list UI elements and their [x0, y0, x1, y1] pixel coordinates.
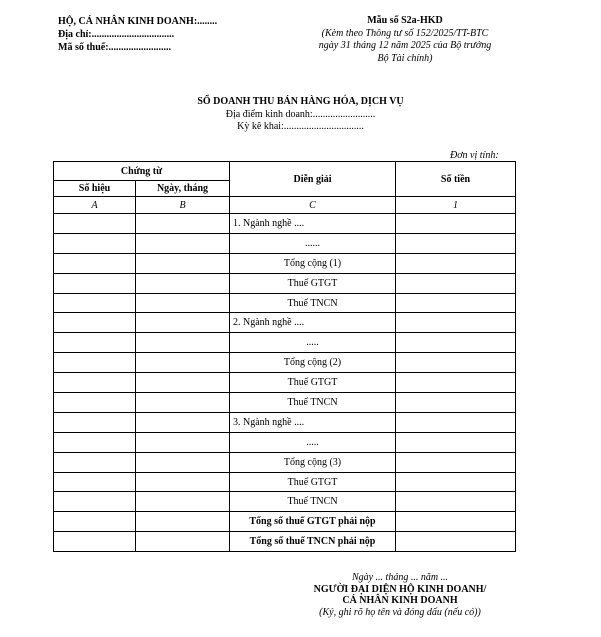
- table-row: [54, 214, 516, 234]
- voucher-date-cell: [136, 233, 230, 253]
- voucher-date-cell: [136, 492, 230, 512]
- voucher-number-cell: [54, 432, 136, 452]
- voucher-date-cell: [136, 432, 230, 452]
- voucher-date-cell: [136, 373, 230, 393]
- voucher-number-cell: [54, 512, 136, 532]
- voucher-date-cell: [136, 253, 230, 273]
- row-description: 2. Ngành nghề ....: [230, 313, 396, 333]
- row-description: .....: [230, 333, 396, 353]
- amount-header: Số tiền: [396, 162, 516, 197]
- table-row: [54, 412, 516, 432]
- column-code: C: [230, 197, 396, 214]
- voucher-date-cell: [136, 353, 230, 373]
- table-row: [54, 393, 516, 413]
- voucher-date-cell: [136, 273, 230, 293]
- signatory-role-line-1: NGƯỜI ĐẠI DIỆN HỘ KINH DOANH/: [313, 583, 487, 595]
- amount-cell: [396, 472, 516, 492]
- table-row: [54, 273, 516, 293]
- voucher-number-cell: [54, 532, 136, 552]
- signature-block: [300, 572, 500, 618]
- amount-cell: [396, 373, 516, 393]
- table-row: [54, 313, 516, 333]
- ledger-body: [54, 214, 516, 552]
- row-description: Thuế GTGT: [230, 373, 396, 393]
- tax-code-line: Mã số thuế:.........................: [58, 42, 172, 53]
- amount-cell: [396, 293, 516, 313]
- table-row: [54, 472, 516, 492]
- voucher-number-cell: [54, 313, 136, 333]
- table-row: [54, 432, 516, 452]
- amount-cell: [396, 393, 516, 413]
- amount-cell: [396, 253, 516, 273]
- amount-cell: [396, 333, 516, 353]
- column-code: B: [136, 197, 230, 214]
- signature-instruction: (Ký, ghi rõ họ tên và đóng dấu (nếu có)): [319, 606, 481, 618]
- voucher-number-cell: [54, 353, 136, 373]
- table-row: [54, 253, 516, 273]
- amount-cell: [396, 233, 516, 253]
- voucher-date-cell: [136, 412, 230, 432]
- voucher-number-cell: [54, 452, 136, 472]
- row-description: Thuế TNCN: [230, 492, 396, 512]
- voucher-date-cell: [136, 393, 230, 413]
- row-description: Tổng cộng (2): [230, 353, 396, 373]
- voucher-number-cell: [54, 253, 136, 273]
- unit-label: Đơn vị tính:: [450, 150, 499, 161]
- voucher-number-cell: [54, 333, 136, 353]
- voucher-number-cell: [54, 273, 136, 293]
- title-block: [0, 96, 601, 134]
- form-number: Mẫu số S2a-HKD: [367, 15, 443, 26]
- voucher-number-cell: [54, 472, 136, 492]
- voucher-number-cell: [54, 393, 136, 413]
- voucher-number-header: Số hiệu: [54, 181, 136, 197]
- declaration-period-line: Kỳ kê khai:................................: [237, 121, 364, 132]
- row-description: Tổng cộng (3): [230, 452, 396, 472]
- amount-cell: [396, 432, 516, 452]
- amount-cell: [396, 313, 516, 333]
- voucher-date-cell: [136, 532, 230, 552]
- amount-cell: [396, 492, 516, 512]
- amount-cell: [396, 273, 516, 293]
- voucher-number-cell: [54, 373, 136, 393]
- row-description: 1. Ngành nghề ....: [230, 214, 396, 234]
- description-header: Diễn giải: [230, 162, 396, 197]
- voucher-number-cell: [54, 214, 136, 234]
- row-description: Tổng cộng (1): [230, 253, 396, 273]
- signature-date: Ngày ... tháng ... năm ...: [351, 572, 449, 583]
- amount-cell: [396, 412, 516, 432]
- amount-cell: [396, 353, 516, 373]
- business-location-line: Địa điểm kinh doanh:.........................: [225, 108, 376, 120]
- voucher-date-cell: [136, 214, 230, 234]
- circular-note-1: (Kèm theo Thông tư số 152/2025/TT-BTC: [321, 27, 489, 39]
- row-description: Thuế GTGT: [230, 472, 396, 492]
- table-row: [54, 452, 516, 472]
- column-code: 1: [396, 197, 516, 214]
- row-description: Thuế GTGT: [230, 273, 396, 293]
- row-description: 3. Ngành nghề ....: [230, 412, 396, 432]
- voucher-date-cell: [136, 452, 230, 472]
- page-title: SỔ DOANH THU BÁN HÀNG HÓA, DỊCH VỤ: [197, 96, 404, 107]
- voucher-date-cell: [136, 472, 230, 492]
- voucher-date-header: Ngày, tháng: [136, 181, 230, 197]
- table-row: [54, 333, 516, 353]
- row-description: Thuế TNCN: [230, 293, 396, 313]
- form-reference: [300, 15, 510, 65]
- voucher-number-cell: [54, 293, 136, 313]
- voucher-date-cell: [136, 293, 230, 313]
- table-row: [54, 293, 516, 313]
- amount-cell: [396, 512, 516, 532]
- business-name-line: HỘ, CÁ NHÂN KINH DOANH:........: [58, 16, 218, 27]
- voucher-number-cell: [54, 492, 136, 512]
- table-row: [54, 353, 516, 373]
- voucher-number-cell: [54, 233, 136, 253]
- row-description: .....: [230, 432, 396, 452]
- table-row: [54, 532, 516, 552]
- row-description: Tổng số thuế GTGT phải nộp: [230, 512, 396, 532]
- voucher-date-cell: [136, 313, 230, 333]
- voucher-number-cell: [54, 412, 136, 432]
- row-description: Tổng số thuế TNCN phải nộp: [230, 532, 396, 552]
- table-row: [54, 512, 516, 532]
- table-row: [54, 492, 516, 512]
- voucher-date-cell: [136, 512, 230, 532]
- revenue-ledger-table: [53, 161, 516, 552]
- table-row: [54, 373, 516, 393]
- amount-cell: [396, 532, 516, 552]
- circular-note-3: Bộ Tài chính): [377, 52, 433, 64]
- voucher-date-cell: [136, 333, 230, 353]
- voucher-header: Chứng từ: [54, 162, 230, 181]
- table-row: [54, 233, 516, 253]
- row-description: ......: [230, 233, 396, 253]
- business-info: [58, 15, 217, 54]
- column-code: A: [54, 197, 136, 214]
- amount-cell: [396, 452, 516, 472]
- circular-note-2: ngày 31 tháng 12 năm 2025 của Bộ trưởng: [318, 40, 492, 51]
- address-line: Địa chỉ:.................................: [58, 29, 175, 40]
- row-description: Thuế TNCN: [230, 393, 396, 413]
- signatory-role-line-2: CÁ NHÂN KINH DOANH: [342, 595, 458, 606]
- amount-cell: [396, 214, 516, 234]
